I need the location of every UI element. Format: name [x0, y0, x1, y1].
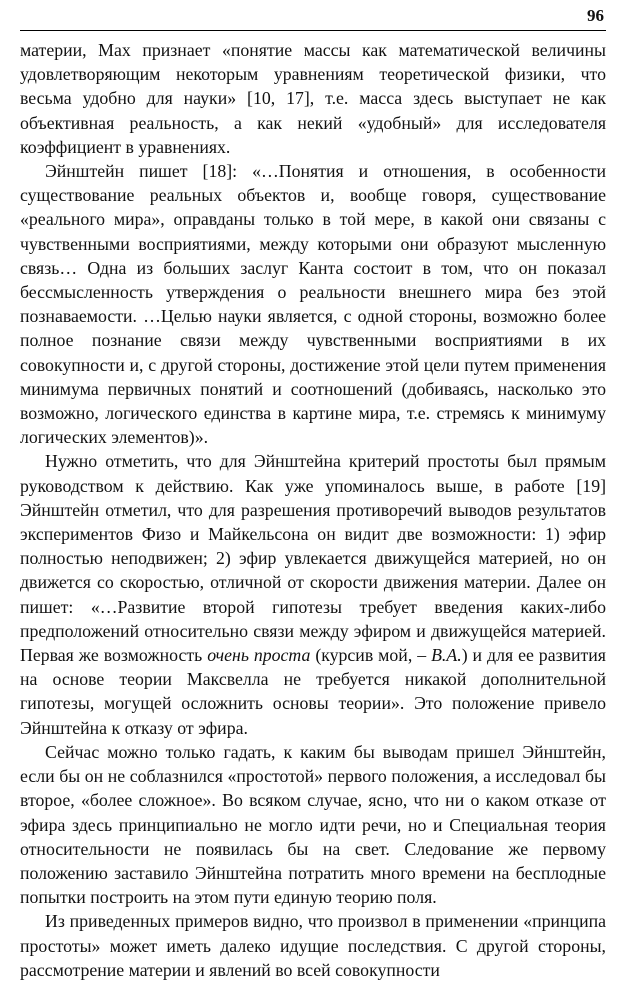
page-number: 96 [587, 6, 604, 25]
paragraph-2: Эйнштейн пишет [18]: «…Понятия и отношения, в особенности существование реальных объектов и, вообще говоря, существование «реального мира», оправданы только в той мере, в какой они связаны с чувственными восприятиями, между которыми они образуют мысленную связь… Одна из больших заслуг Канта состоит в том, что он показал бессмысленность утверждения о реальности внешнего мира без этой познаваемости. …Целью науки является, с одной стороны, возможно более полное познание связи между чувственными восприятиями в их совокупности и, с другой стороны, достижение этой цели путем применения минимума первичных понятий и соотношений (добиваясь, насколько это возможно, логического единства в картине мира, т.е. стремясь к минимуму логических элементов)». [20, 161, 606, 448]
paragraph-3-italic-b: В.А. [431, 645, 462, 666]
paragraph-3-text-b: (курсив мой, – [310, 645, 432, 666]
paragraph-1: материи, Мах признает «понятие массы как математической величины удовлетворяющим некоторым уравнениям теоретической физики, что весьма удобно для науки» [10, 17], т.е. масса здесь выступает не как объективная реальность, а как некий «удобный» для исследователя коэффициент в уравнениях. [20, 40, 606, 157]
paragraph-3-text-c: ) и для ее развития на основе теории Максвелла не требуется никакой дополнительной гипотезы, могущей осложнить основы теории». Это положение привело Эйнштейна к отказу от эфира. [20, 645, 606, 738]
paragraph-5: Из приведенных примеров видно, что произвол в применении «принципа простоты» может иметь далеко идущие последствия. С другой стороны, рассмотрение материи и явлений во всей совокупности [20, 911, 606, 980]
paragraph-3-italic-a: очень проста [207, 645, 311, 666]
body-text [20, 38, 606, 982]
paragraph-3-text-a: Нужно отметить, что для Эйнштейна критерий простоты был прямым руководством к действию. Как уже упоминалось выше, в работе [19] Эйнштейн отметил, что для разрешения противоречий выводов результатов экспериментов Физо и Майкельсона он видит две возможности: 1) эфир полностью неподвижен; 2) эфир увлекается движущейся материей, но он движется со скоростью, отличной от скорости движения материи. Далее он пишет: «…Развитие второй гипотезы требует введения каких-либо предположений относительно связи между эфиром и движущейся материей. Первая же возможность [20, 451, 606, 666]
paragraph-4: Сейчас можно только гадать, к каким бы выводам пришел Эйнштейн, если бы он не соблазнился «простотой» первого положения, а исследовал бы второе, «более сложное». Во всяком случае, ясно, что ни о каком отказе от эфира здесь принципиально не могло идти речи, но и Специальная теория относительности не появилась бы на свет. Следование же первому положению заставило Эйнштейна потратить много времени на бесплодные попытки построить на этом пути единую теорию поля. [20, 741, 606, 908]
header-rule [20, 30, 606, 31]
paragraph-3 [20, 449, 606, 739]
